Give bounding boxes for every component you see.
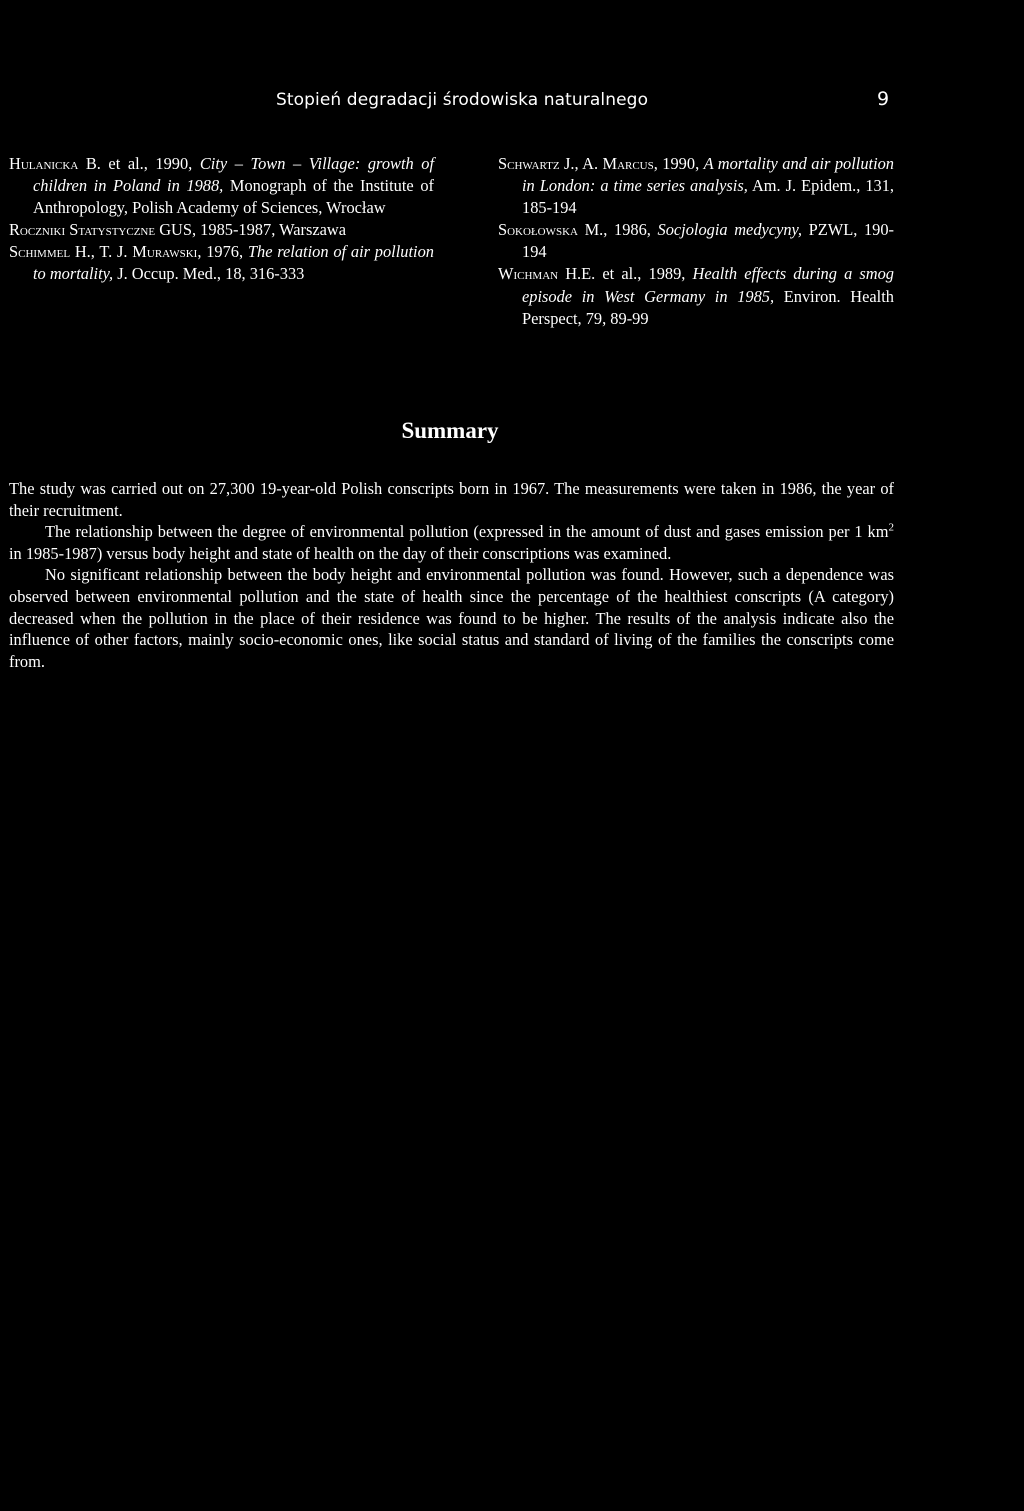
reference-title: A mortality and air pollution in London: a time series analysis, bbox=[522, 154, 895, 196]
reference-author: Hulanicka B. bbox=[9, 154, 101, 173]
reference-author: Schwartz J., A. Marcus, bbox=[498, 154, 658, 173]
summary-paragraph-1: The study was carried out on 27,300 19-year-old Polish conscripts born in 1967. The measurements were taken in 1986, the year of their recruitment. bbox=[9, 479, 894, 520]
references-right-column bbox=[498, 153, 894, 330]
references-left-column bbox=[9, 153, 434, 286]
summary-paragraph-2-part-a: The relationship between the degree of environmental pollution (expressed in the amount of dust and gases emission per 1 km bbox=[45, 522, 889, 542]
summary-paragraph-3: No significant relationship between the body height and environmental pollution was found. However, such a dependence was observed between environmental pollution and the state of health since the percentage of the healthiest conscripts (A category) decreased when the pollution in the place of their residence was found to be higher. The results of the analysis indicate also the influence of other factors, mainly socio-economic ones, like social status and standard of living of the families the conscripts come from. bbox=[9, 565, 894, 671]
reference-pre: et al., 1989, bbox=[595, 264, 693, 284]
reference-title: Health effects during a smog episode in West Germany in 1985, bbox=[522, 264, 894, 306]
reference-author: Schimmel H., T. J. Murawski, bbox=[9, 242, 202, 262]
reference-pre: 1986, bbox=[607, 220, 658, 240]
reference-item bbox=[9, 153, 434, 219]
reference-post: Monograph of the Institute of Anthropology, Polish Academy of Sciences, Wrocław bbox=[33, 176, 434, 218]
reference-pre: 1990, bbox=[657, 154, 704, 173]
reference-pre: et al., 1990, bbox=[100, 154, 200, 173]
running-title: Stopień degradacji środowiska naturalnego bbox=[276, 90, 649, 110]
reference-title: The relation of air pollution to mortality, bbox=[33, 242, 434, 284]
reference-post: J. Occup. Med., 18, 316-333 bbox=[113, 264, 305, 284]
reference-author: Sokołowska M., bbox=[498, 220, 608, 240]
summary-paragraph-2 bbox=[9, 521, 894, 564]
summary-paragraph-2-part-b: in 1985-1987) versus body height and state of health on the day of their conscriptions was examined. bbox=[9, 543, 672, 563]
reference-title: Socjologia medycyny, bbox=[657, 220, 803, 240]
reference-post: Am. J. Epidem., 131, 185-194 bbox=[522, 176, 895, 218]
reference-post: Environ. Health Perspect, 79, 89-99 bbox=[522, 286, 894, 328]
summary-body bbox=[9, 478, 894, 672]
reference-item bbox=[498, 263, 894, 329]
reference-pre: 1976, bbox=[201, 242, 248, 262]
reference-item bbox=[498, 153, 894, 219]
reference-author: Wichman H.E. bbox=[498, 264, 596, 284]
page-number: 9 bbox=[877, 88, 890, 110]
reference-post: PZWL, 190-194 bbox=[522, 220, 894, 262]
reference-item bbox=[9, 241, 434, 285]
summary-heading: Summary bbox=[401, 418, 499, 443]
reference-pre: GUS, 1985-1987, Warszawa bbox=[155, 220, 347, 240]
running-head bbox=[0, 90, 1024, 116]
reference-item bbox=[9, 219, 434, 241]
reference-item bbox=[498, 219, 894, 263]
reference-title: City – Town – Village: growth of children in Poland in 1988, bbox=[33, 154, 435, 196]
reference-author: Roczniki Statystyczne bbox=[9, 220, 156, 240]
superscript: 2 bbox=[888, 521, 894, 534]
